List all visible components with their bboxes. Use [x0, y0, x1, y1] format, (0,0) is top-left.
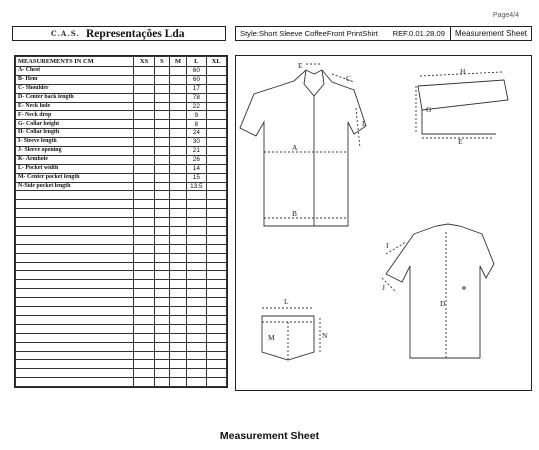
empty-cell	[16, 209, 134, 218]
measurement-name: I- Sleeve length	[16, 138, 134, 147]
empty-cell	[206, 298, 226, 307]
empty-cell	[169, 369, 186, 378]
measurement-name: C- Shoulder	[16, 84, 134, 93]
size-s-value	[154, 120, 169, 129]
size-s-value	[154, 164, 169, 173]
table-row-empty	[16, 262, 227, 271]
company-name: Representações Lda	[86, 27, 185, 40]
empty-cell	[206, 262, 226, 271]
empty-cell	[154, 271, 169, 280]
empty-cell	[134, 218, 154, 227]
size-xl-value	[206, 138, 226, 147]
size-m-value	[169, 102, 186, 111]
empty-cell	[154, 307, 169, 316]
empty-cell	[206, 209, 226, 218]
measurement-name: G- Collar height	[16, 120, 134, 129]
measurement-name: M- Center pocket length	[16, 173, 134, 182]
table-row	[16, 75, 227, 84]
table-row-empty	[16, 218, 227, 227]
empty-cell	[206, 351, 226, 360]
size-l-value: 14	[187, 164, 206, 173]
table-row	[16, 147, 227, 156]
empty-cell	[169, 280, 186, 289]
table-row	[16, 84, 227, 93]
empty-cell	[154, 315, 169, 324]
empty-cell	[187, 333, 206, 342]
empty-cell	[16, 360, 134, 369]
empty-cell	[187, 262, 206, 271]
size-s-value	[154, 93, 169, 102]
empty-cell	[187, 271, 206, 280]
pocket-label-l: L	[284, 297, 289, 306]
company-header	[12, 26, 226, 41]
empty-cell	[16, 191, 134, 200]
size-xl-value	[206, 155, 226, 164]
size-s-value	[154, 102, 169, 111]
table-row-empty	[16, 360, 227, 369]
style-text: Style:Short Sleeve CoffeeFront PrintShirt	[240, 29, 378, 38]
empty-cell	[134, 360, 154, 369]
empty-cell	[187, 289, 206, 298]
empty-cell	[154, 333, 169, 342]
empty-cell	[206, 235, 226, 244]
size-xs-value	[134, 84, 154, 93]
measurement-table	[14, 55, 228, 388]
measurement-name: E- Neck hole	[16, 102, 134, 111]
empty-cell	[16, 298, 134, 307]
page-reference: Page4/4	[492, 12, 519, 19]
empty-cell	[154, 244, 169, 253]
size-m-value	[169, 75, 186, 84]
empty-cell	[206, 280, 226, 289]
size-s-value	[154, 67, 169, 76]
empty-cell	[169, 200, 186, 209]
back-shirt-drawing	[382, 224, 494, 358]
empty-cell	[187, 298, 206, 307]
empty-cell	[134, 378, 154, 387]
empty-cell	[16, 262, 134, 271]
size-xl-value	[206, 147, 226, 156]
empty-cell	[169, 289, 186, 298]
empty-cell	[134, 280, 154, 289]
size-s-value	[154, 84, 169, 93]
size-m-value	[169, 67, 186, 76]
size-xl-value	[206, 111, 226, 120]
table-row	[16, 120, 227, 129]
figure-caption: Measurement Sheet	[219, 430, 320, 442]
empty-cell	[154, 235, 169, 244]
empty-cell	[134, 253, 154, 262]
empty-cell	[187, 378, 206, 387]
size-m-value	[169, 173, 186, 182]
table-row	[16, 155, 227, 164]
empty-cell	[16, 289, 134, 298]
size-l-value: 13.5	[187, 182, 206, 191]
empty-cell	[169, 235, 186, 244]
empty-cell	[206, 315, 226, 324]
empty-cell	[16, 227, 134, 236]
empty-cell	[134, 244, 154, 253]
size-m-value	[169, 120, 186, 129]
empty-cell	[169, 333, 186, 342]
empty-cell	[206, 333, 226, 342]
empty-cell	[187, 244, 206, 253]
empty-cell	[154, 369, 169, 378]
empty-cell	[154, 378, 169, 387]
size-s-value	[154, 147, 169, 156]
empty-cell	[16, 324, 134, 333]
back-label-j: J	[382, 283, 385, 292]
empty-cell	[16, 378, 134, 387]
table-row	[16, 93, 227, 102]
empty-cell	[16, 235, 134, 244]
empty-cell	[187, 360, 206, 369]
empty-cell	[169, 298, 186, 307]
size-s-value	[154, 155, 169, 164]
size-s-value	[154, 182, 169, 191]
table-row-empty	[16, 271, 227, 280]
style-header	[235, 26, 532, 41]
empty-cell	[187, 369, 206, 378]
size-xs-value	[134, 147, 154, 156]
table-row-empty	[16, 351, 227, 360]
size-xl-value	[206, 182, 226, 191]
size-m-value	[169, 138, 186, 147]
empty-cell	[134, 262, 154, 271]
size-xl-value	[206, 120, 226, 129]
collar-label-h: H	[460, 67, 466, 76]
empty-cell	[206, 289, 226, 298]
measurement-sheet	[6, 6, 529, 398]
empty-cell	[16, 333, 134, 342]
collar-label-g: G	[426, 105, 432, 114]
table-row-empty	[16, 378, 227, 387]
front-label-e: E	[298, 61, 303, 70]
empty-cell	[134, 324, 154, 333]
back-label-d: D	[440, 299, 446, 308]
size-s-value	[154, 129, 169, 138]
table-row-empty	[16, 342, 227, 351]
table-row-empty	[16, 369, 227, 378]
col-xl: XL	[206, 57, 226, 67]
empty-cell	[134, 369, 154, 378]
size-m-value	[169, 84, 186, 93]
table-row-empty	[16, 191, 227, 200]
empty-cell	[206, 218, 226, 227]
col-measurements: MEASUREMENTS IN CM	[16, 57, 134, 67]
empty-cell	[154, 298, 169, 307]
garment-diagrams	[236, 56, 533, 392]
empty-cell	[16, 369, 134, 378]
col-s: S	[154, 57, 169, 67]
size-xs-value	[134, 67, 154, 76]
empty-cell	[134, 298, 154, 307]
size-xl-value	[206, 67, 226, 76]
table-row	[16, 102, 227, 111]
empty-cell	[154, 191, 169, 200]
table-row	[16, 129, 227, 138]
size-l-value: 9	[187, 111, 206, 120]
empty-cell	[154, 342, 169, 351]
empty-cell	[16, 351, 134, 360]
empty-cell	[154, 351, 169, 360]
size-xl-value	[206, 75, 226, 84]
size-m-value	[169, 129, 186, 138]
empty-cell	[134, 271, 154, 280]
size-m-value	[169, 182, 186, 191]
empty-cell	[169, 209, 186, 218]
empty-cell	[206, 200, 226, 209]
size-xs-value	[134, 120, 154, 129]
size-m-value	[169, 155, 186, 164]
measurement-name: F- Neck drop	[16, 111, 134, 120]
size-xl-value	[206, 102, 226, 111]
empty-cell	[154, 253, 169, 262]
size-m-value	[169, 93, 186, 102]
size-xs-value	[134, 93, 154, 102]
empty-cell	[154, 200, 169, 209]
empty-cell	[169, 271, 186, 280]
size-s-value	[154, 173, 169, 182]
empty-cell	[154, 227, 169, 236]
size-xs-value	[134, 111, 154, 120]
empty-cell	[206, 360, 226, 369]
size-l-value: 21	[187, 147, 206, 156]
table-row-empty	[16, 315, 227, 324]
measurement-name: A- Chest	[16, 67, 134, 76]
empty-cell	[187, 280, 206, 289]
empty-cell	[134, 307, 154, 316]
measurement-name: J- Sleeve opening	[16, 147, 134, 156]
empty-cell	[187, 253, 206, 262]
empty-cell	[134, 209, 154, 218]
empty-cell	[154, 209, 169, 218]
col-l: L	[187, 57, 206, 67]
empty-cell	[169, 191, 186, 200]
measurement-name: B- Hem	[16, 75, 134, 84]
empty-cell	[134, 235, 154, 244]
empty-cell	[206, 244, 226, 253]
table-row-empty	[16, 289, 227, 298]
garment-drawing-panel	[235, 55, 532, 391]
empty-cell	[169, 262, 186, 271]
empty-cell	[206, 271, 226, 280]
table-row	[16, 164, 227, 173]
size-xs-value	[134, 75, 154, 84]
size-l-value: 60	[187, 67, 206, 76]
empty-cell	[187, 200, 206, 209]
table-row-empty	[16, 200, 227, 209]
table-row	[16, 173, 227, 182]
empty-cell	[16, 200, 134, 209]
table-row	[16, 67, 227, 76]
size-xs-value	[134, 182, 154, 191]
collar-label-e: E	[458, 137, 463, 146]
empty-cell	[154, 262, 169, 271]
empty-cell	[134, 200, 154, 209]
size-xs-value	[134, 164, 154, 173]
size-l-value: 26	[187, 155, 206, 164]
size-xs-value	[134, 138, 154, 147]
empty-cell	[169, 227, 186, 236]
col-xs: XS	[134, 57, 154, 67]
company-logo: C.A.S.	[51, 29, 80, 38]
empty-cell	[206, 253, 226, 262]
empty-cell	[169, 218, 186, 227]
empty-cell	[16, 271, 134, 280]
empty-cell	[169, 315, 186, 324]
empty-cell	[16, 253, 134, 262]
empty-cell	[134, 315, 154, 324]
empty-cell	[134, 351, 154, 360]
empty-cell	[206, 369, 226, 378]
size-xl-value	[206, 129, 226, 138]
size-l-value: 78	[187, 93, 206, 102]
measurement-name: D- Center back length	[16, 93, 134, 102]
empty-cell	[169, 244, 186, 253]
empty-cell	[154, 218, 169, 227]
empty-cell	[206, 378, 226, 387]
table-row-empty	[16, 307, 227, 316]
table-row-empty	[16, 235, 227, 244]
size-l-value: 60	[187, 75, 206, 84]
empty-cell	[169, 307, 186, 316]
empty-cell	[206, 307, 226, 316]
col-m: M	[169, 57, 186, 67]
table-row-empty	[16, 244, 227, 253]
measurement-name: H- Collar length	[16, 129, 134, 138]
size-xs-value	[134, 102, 154, 111]
size-xl-value	[206, 84, 226, 93]
empty-cell	[169, 342, 186, 351]
empty-cell	[134, 191, 154, 200]
size-xs-value	[134, 155, 154, 164]
size-s-value	[154, 111, 169, 120]
empty-cell	[16, 218, 134, 227]
empty-cell	[187, 191, 206, 200]
empty-cell	[154, 280, 169, 289]
pocket-label-m: M	[268, 333, 275, 342]
empty-cell	[134, 342, 154, 351]
empty-cell	[134, 289, 154, 298]
empty-cell	[169, 324, 186, 333]
size-m-value	[169, 164, 186, 173]
empty-cell	[187, 351, 206, 360]
empty-cell	[206, 227, 226, 236]
empty-cell	[206, 191, 226, 200]
size-m-value	[169, 147, 186, 156]
empty-cell	[154, 360, 169, 369]
empty-cell	[16, 244, 134, 253]
empty-cell	[187, 218, 206, 227]
empty-cell	[187, 227, 206, 236]
table-row-empty	[16, 253, 227, 262]
empty-cell	[187, 315, 206, 324]
measurement-name: L- Pocket width	[16, 164, 134, 173]
size-m-value	[169, 111, 186, 120]
table-row-empty	[16, 280, 227, 289]
empty-cell	[154, 289, 169, 298]
empty-cell	[134, 333, 154, 342]
table-row-empty	[16, 324, 227, 333]
empty-cell	[16, 280, 134, 289]
empty-cell	[134, 227, 154, 236]
empty-cell	[169, 351, 186, 360]
sheet-title: Measurement Sheet	[450, 27, 531, 40]
size-s-value	[154, 138, 169, 147]
size-xs-value	[134, 173, 154, 182]
front-shirt-drawing	[240, 64, 366, 226]
size-l-value: 17	[187, 84, 206, 93]
size-l-value: 15	[187, 173, 206, 182]
front-label-b: B	[292, 209, 298, 218]
size-xl-value	[206, 173, 226, 182]
table-header-row	[16, 57, 227, 67]
table-row	[16, 182, 227, 191]
empty-cell	[16, 342, 134, 351]
empty-cell	[169, 360, 186, 369]
empty-cell	[187, 235, 206, 244]
size-xl-value	[206, 93, 226, 102]
table-row-empty	[16, 333, 227, 342]
reference-code: REF.0.01.28.09	[392, 29, 445, 38]
empty-cell	[206, 324, 226, 333]
empty-cell	[187, 307, 206, 316]
front-label-a: A	[292, 143, 298, 152]
size-xs-value	[134, 129, 154, 138]
empty-cell	[154, 324, 169, 333]
size-s-value	[154, 75, 169, 84]
table-row-empty	[16, 298, 227, 307]
back-label-i: I	[386, 241, 389, 250]
empty-cell	[206, 342, 226, 351]
pocket-label-n: N	[322, 331, 328, 340]
empty-cell	[16, 315, 134, 324]
empty-cell	[187, 209, 206, 218]
size-l-value: 22	[187, 102, 206, 111]
empty-cell	[187, 342, 206, 351]
front-label-l: L	[362, 119, 367, 128]
front-label-c: C	[346, 74, 352, 83]
size-l-value: 24	[187, 129, 206, 138]
size-l-value: 30	[187, 138, 206, 147]
table-row-empty	[16, 227, 227, 236]
table-row	[16, 111, 227, 120]
size-xl-value	[206, 164, 226, 173]
empty-cell	[169, 378, 186, 387]
empty-cell	[16, 307, 134, 316]
size-l-value: 8	[187, 120, 206, 129]
measurement-name: N-Side pocket length	[16, 182, 134, 191]
empty-cell	[169, 253, 186, 262]
empty-cell	[187, 324, 206, 333]
table-row	[16, 138, 227, 147]
table-row-empty	[16, 209, 227, 218]
measurement-name: K- Armhole	[16, 155, 134, 164]
